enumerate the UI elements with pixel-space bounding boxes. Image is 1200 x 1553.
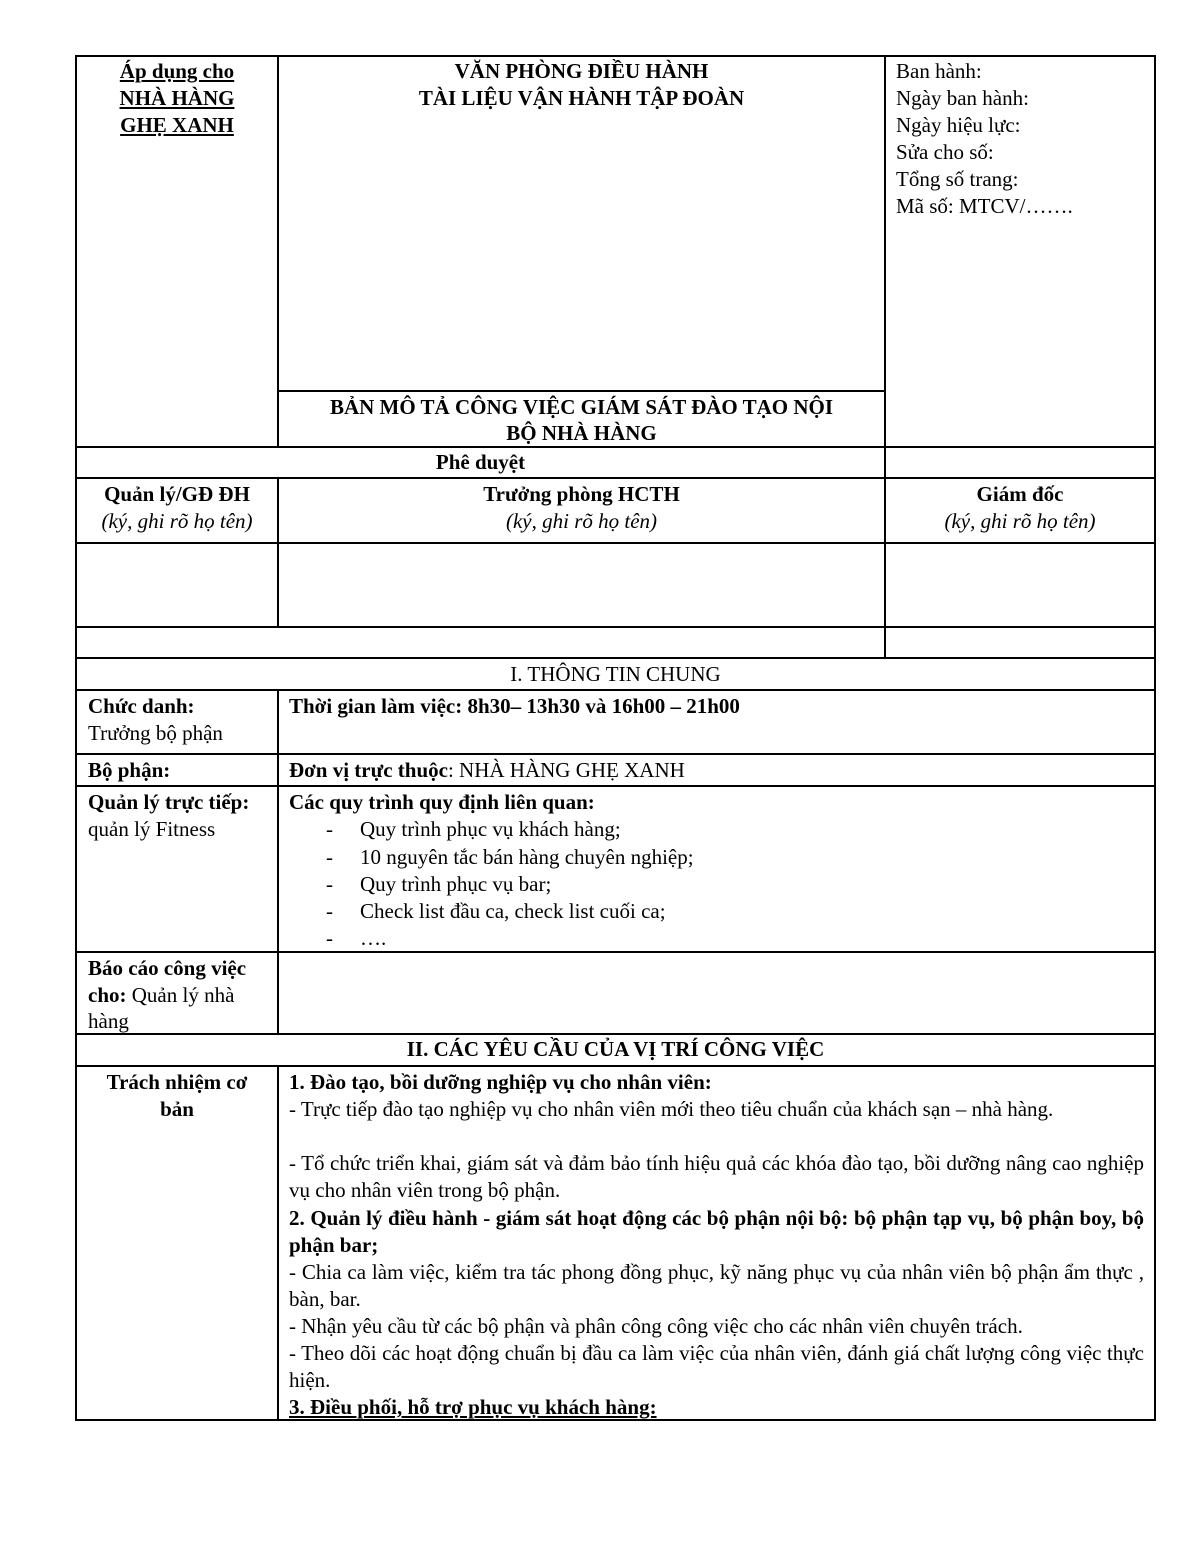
section2-heading: II. CÁC YÊU CẦU CỦA VỊ TRÍ CÔNG VIỆC xyxy=(406,1037,825,1061)
approval-note-2: (ký, ghi rõ họ tên) xyxy=(505,509,658,533)
unit-line xyxy=(289,757,685,784)
position-value: Trưởng bộ phận xyxy=(88,721,223,745)
approval-heading: Phê duyệt xyxy=(435,450,526,474)
grid-line xyxy=(75,951,1156,953)
grid-line xyxy=(75,1033,1156,1035)
position-label: Chức danh: xyxy=(88,694,195,718)
approval-role-2: Trưởng phòng HCTH xyxy=(483,482,680,506)
table-border-top xyxy=(75,55,1156,57)
meta-issue-date: Ngày ban hành: xyxy=(896,86,1029,110)
duty-2-item-b: - Nhận yêu cầu từ các bộ phận và phân công công việc cho các nhân viên chuyên trách. xyxy=(289,1314,1023,1338)
section1-heading: I. THÔNG TIN CHUNG xyxy=(510,662,721,686)
procedure-item: Quy trình phục vụ khách hàng; xyxy=(360,817,621,841)
report-value-1: Quản lý nhà xyxy=(126,983,235,1007)
table-border-right xyxy=(1154,55,1156,1421)
report-label-2: cho: xyxy=(88,983,127,1007)
meta-code: Mã số: MTCV/……. xyxy=(896,194,1073,218)
procedures-label: Các quy trình quy định liên quan: xyxy=(289,790,595,814)
meta-effective-date: Ngày hiệu lực: xyxy=(896,113,1021,137)
report-line-2 xyxy=(88,982,234,1009)
apply-line-2: NHÀ HÀNG xyxy=(119,86,235,110)
manager-value: quản lý Fitness xyxy=(88,817,216,841)
grid-line xyxy=(75,477,1156,479)
meta-total-pages: Tổng số trang: xyxy=(896,167,1019,191)
report-label-1: Báo cáo công việc xyxy=(88,956,247,980)
meta-issued: Ban hành: xyxy=(896,59,982,83)
unit-label: Đơn vị trực thuộc xyxy=(289,758,448,782)
grid-line xyxy=(75,542,1156,544)
manager-label: Quản lý trực tiếp: xyxy=(88,790,250,814)
duty-1-item-b: - Tổ chức triển khai, giám sát và đảm bảo tính hiệu quả các khóa đào tạo, bồi dưỡng nâng cao nghiệp vụ cho nhân viên trong bộ phận. xyxy=(289,1151,1144,1202)
grid-line xyxy=(75,785,1156,787)
grid-line xyxy=(277,1066,279,1420)
responsibility-label-2: bản xyxy=(160,1097,194,1121)
table-border-left xyxy=(75,55,77,1421)
duty-2-item-a: - Chia ca làm việc, kiểm tra tác phong đồng phục, kỹ năng phục vụ của nhân viên bộ phận ẩm thực , bàn, bar. xyxy=(289,1260,1144,1311)
grid-line xyxy=(277,55,279,447)
duty-3-title: 3. Điều phối, hỗ trợ phục vụ khách hàng: xyxy=(289,1395,657,1419)
grid-line xyxy=(75,689,1156,691)
working-hours: Thời gian làm việc: 8h30– 13h30 và 16h00 – 21h00 xyxy=(289,694,740,718)
procedure-item: Check list đầu ca, check list cuối ca; xyxy=(360,899,666,923)
procedure-item: Quy trình phục vụ bar; xyxy=(360,872,552,896)
duty-2-item-c: - Theo dõi các hoạt động chuẩn bị đầu ca làm việc của nhân viên, đánh giá chất lượng công việc thực hiện. xyxy=(289,1341,1144,1392)
approval-role-1: Quản lý/GĐ ĐH xyxy=(104,482,250,506)
duty-1-item-a: - Trực tiếp đào tạo nghiệp vụ cho nhân viên mới theo tiêu chuẩn của khách sạn – nhà hàng. xyxy=(289,1097,1054,1121)
responsibility-label-1: Trách nhiệm cơ xyxy=(106,1070,248,1094)
procedure-item: …. xyxy=(360,926,387,950)
approval-note-3: (ký, ghi rõ họ tên) xyxy=(944,509,1096,533)
grid-line xyxy=(75,1065,1156,1067)
doc-type: TÀI LIỆU VẬN HÀNH TẬP ĐOÀN xyxy=(418,86,745,110)
procedure-item: 10 nguyên tắc bán hàng chuyên nghiệp; xyxy=(360,845,694,869)
bullet-dash: - xyxy=(326,817,333,841)
office-title: VĂN PHÒNG ĐIỀU HÀNH xyxy=(454,59,709,83)
bullet-dash: - xyxy=(326,926,333,950)
grid-line xyxy=(75,657,1156,659)
grid-line xyxy=(75,626,1156,628)
approval-role-3: Giám đốc xyxy=(976,482,1064,506)
grid-line xyxy=(277,478,279,628)
unit-value: : NHÀ HÀNG GHẸ XANH xyxy=(447,758,685,782)
apply-line-1: Áp dụng cho xyxy=(119,59,235,83)
duty-1-title: 1. Đào tạo, bồi dưỡng nghiệp vụ cho nhân viên: xyxy=(289,1070,712,1094)
dept-label: Bộ phận: xyxy=(88,758,171,782)
meta-revision: Sửa cho số: xyxy=(896,140,994,164)
bullet-dash: - xyxy=(326,899,333,923)
doc-title-line-1: BẢN MÔ TẢ CÔNG VIỆC GIÁM SÁT ĐÀO TẠO NỘI xyxy=(329,395,834,419)
apply-line-3: GHẸ XANH xyxy=(120,113,234,137)
report-value-2: hàng xyxy=(88,1009,129,1033)
grid-line xyxy=(277,390,886,392)
duty-2-title: 2. Quản lý điều hành - giám sát hoạt động các bộ phận nội bộ: bộ phận tạp vụ, bộ phận boy, bộ phận bar; xyxy=(289,1206,1144,1257)
approval-note-1: (ký, ghi rõ họ tên) xyxy=(101,509,253,533)
doc-title-line-2: BỘ NHÀ HÀNG xyxy=(506,421,657,445)
bullet-dash: - xyxy=(326,845,333,869)
bullet-dash: - xyxy=(326,872,333,896)
grid-line xyxy=(884,55,886,659)
grid-line xyxy=(75,753,1156,755)
grid-line xyxy=(277,690,279,1034)
